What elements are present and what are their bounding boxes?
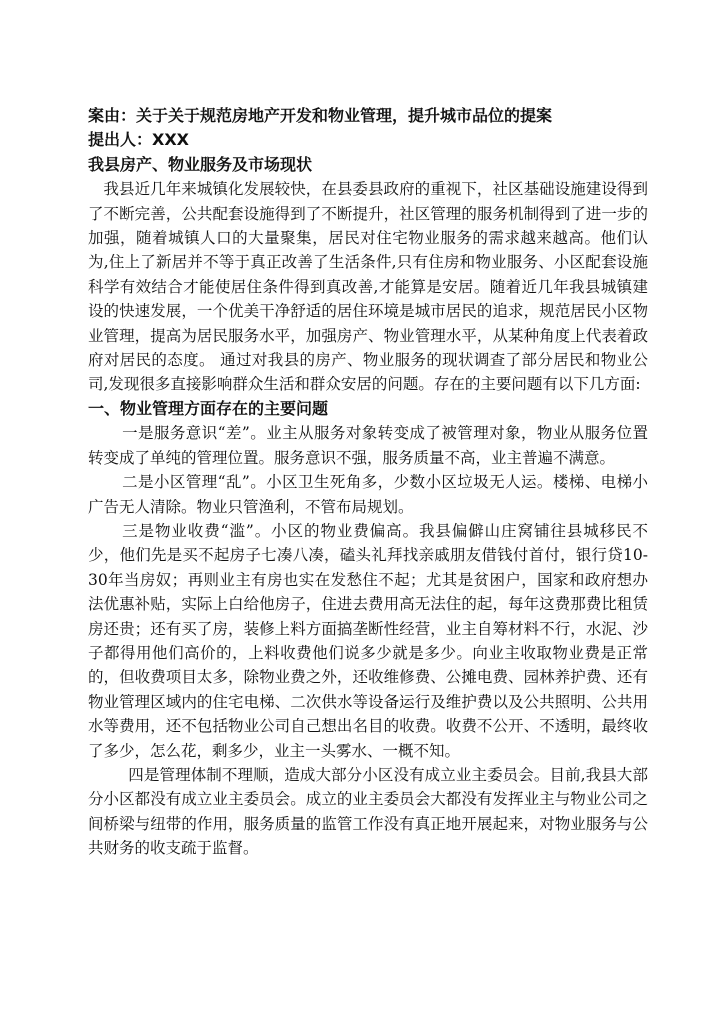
problems-heading: 一、物业管理方面存在的主要问题 [88,398,329,418]
intro-paragraph: 我县近几年来城镇化发展较快，在县委县政府的重视下，社区基础设施建设得到了不断完善，公共配套设施得到了不断提升，社区管理的服务机制得到了进一步的加强，随着城镇人口的大量聚集，居民对住宅物业服务的需求越来越高。他们认为,住上了新居并不等于真正改善了生活条件,只有住房和物业服务、小区配套设施科学有效结合才能使居住条件得到真改善,才能算是安居。随着近几年我县城镇建设的快速发展，一个优美干净舒适的居住环境是城市居民的追求，规范居民小区物业管理，提高为居民服务水平，加强房产、物业管理水平，从某种角度上代表着政府对居民的态度。 通过对我县的房产、物业服务的现状调查了部分居民和物业公司,发现很多直接影响群众生活和群众安居的问题。存在的主要问题有以下几方面: [88,180,648,394]
document-page [88,104,648,861]
proposer-line: 提出人：XXX [88,130,190,150]
problem-paragraph-3: 三是物业收费“滥”。小区的物业费偏高。我县偏僻山庄窝铺往县城移民不少，他们先是买不起房子七凑八凑，磕头礼拜找亲戚朋友借钱付首付，银行贷10-30年当房奴；再则业主有房也实在发愁住不起；尤其是贫困户，国家和政府想办法优惠补贴，实际上白给他房子，住进去费用高无法住的起，每年这费那费比租赁房还贵；还有买了房，装修上料方面搞垄断性经营，业主自筹材料不行，水泥、沙子都得用他们高价的，上料收费他们说多少就是多少。向业主收取物业费是正常的，但收费项目太多，除物业费之外，还收维修费、公摊电费、园林养护费、还有物业管理区域内的住宅电梯、二次供水等设备运行及维护费以及公共照明、公共用水等费用，还不包括物业公司自己想出名目的收费。收费不公开、不透明，最终收了多少，怎么花，剩多少，业主一头雾水、一概不知。 [88,521,648,760]
case-title: 案由：关于关于规范房地产开发和物业管理，提升城市品位的提案 [88,106,553,125]
section-title: 我县房产、物业服务及市场现状 [88,154,313,174]
problem-paragraph-1: 一是服务意识“差”。业主从服务对象转变成了被管理对象，物业从服务位置转变成了单纯的管理位置。服务意识不强，服务质量不高，业主普遍不满意。 [88,424,648,467]
problem-paragraph-4: 四是管理体制不理顺，造成大部分小区没有成立业主委员会。目前,我县大部分小区都没有成立业主委员会。成立的业主委员会大都没有发挥业主与物业公司之间桥梁与纽带的作用，服务质量的监管工作没有真正地开展起来，对物业服务与公共财务的收支疏于监督。 [88,765,648,858]
problem-paragraph-2: 二是小区管理“乱”。小区卫生死角多，少数小区垃圾无人运。楼梯、电梯小广告无人清除。物业只管渔利，不管布局规划。 [88,473,648,516]
